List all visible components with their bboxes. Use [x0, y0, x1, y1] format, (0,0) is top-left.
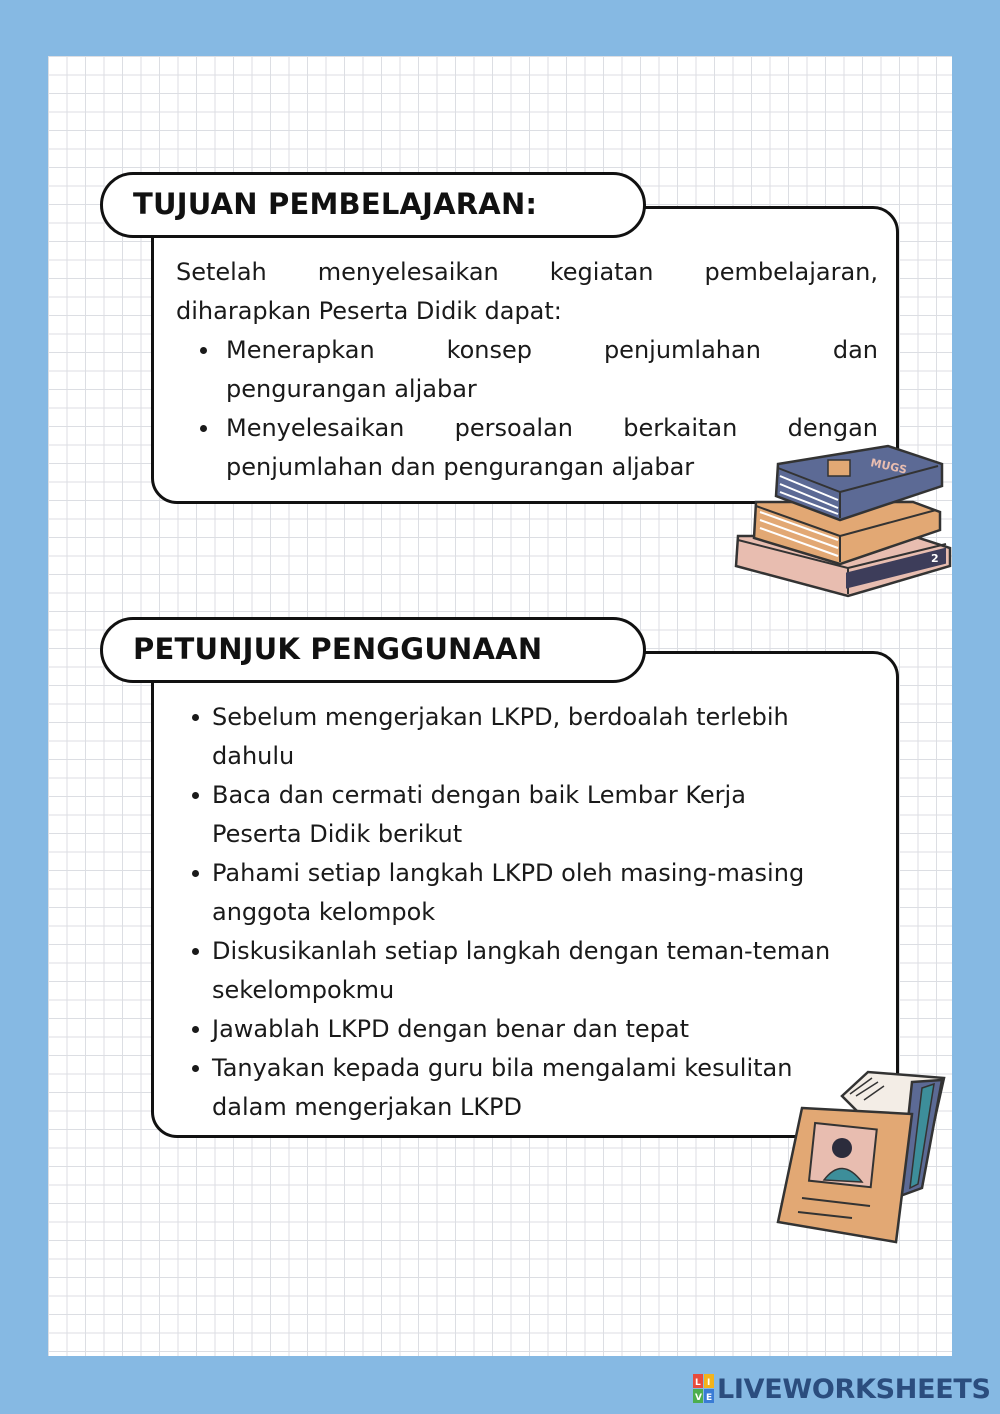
- liveworksheets-logo-icon: [693, 1374, 715, 1404]
- list-item-line1: Pahami setiap langkah LKPD oleh masing-masing: [212, 859, 805, 887]
- watermark-text: LIVEWORKSHEETS: [717, 1373, 991, 1405]
- tujuan-intro-line2: diharapkan Peserta Didik dapat:: [176, 297, 562, 325]
- list-item-line1: Tanyakan kepada guru bila mengalami kesulitan: [212, 1054, 793, 1082]
- list-item: [162, 698, 882, 776]
- list-item-line2: penjumlahan dan pengurangan aljabar: [226, 453, 695, 481]
- list-item: [162, 932, 882, 1010]
- book-number: 2: [931, 552, 939, 565]
- book-label: MUGS: [869, 456, 909, 477]
- list-item-line1: Sebelum mengerjakan LKPD, berdoalah terlebih: [212, 703, 789, 731]
- list-item-line2: dalam mengerjakan LKPD: [212, 1093, 523, 1121]
- list-item: [162, 776, 882, 854]
- list-item-line2: sekelompokmu: [212, 976, 395, 1004]
- list-item-line1: Menerapkan konsep penjumlahan dan: [226, 336, 878, 364]
- list-item: [162, 854, 882, 932]
- list-item: [162, 1010, 882, 1049]
- logo-letter-l: L: [695, 1378, 701, 1388]
- tujuan-title: TUJUAN PEMBELAJARAN:: [100, 172, 646, 238]
- book-stack-icon: [728, 444, 954, 600]
- petunjuk-list: [162, 698, 882, 1127]
- list-item-line1: Jawablah LKPD dengan benar dan tepat: [212, 1015, 689, 1043]
- logo-letter-i: I: [707, 1378, 711, 1388]
- list-item-line1: Menyelesaikan persoalan berkaitan dengan: [226, 414, 878, 442]
- petunjuk-card: [151, 651, 899, 1138]
- open-book-icon: [772, 1068, 948, 1244]
- list-item-line2: pengurangan aljabar: [226, 375, 477, 403]
- list-item-line2: anggota kelompok: [212, 898, 436, 926]
- list-item-line2: Peserta Didik berikut: [212, 820, 463, 848]
- petunjuk-content: [162, 698, 882, 1127]
- liveworksheets-watermark: [693, 1372, 991, 1406]
- list-item-line1: Diskusikanlah setiap langkah dengan teman-teman: [212, 937, 831, 965]
- logo-letter-e: E: [706, 1393, 713, 1403]
- list-item-line1: Baca dan cermati dengan baik Lembar Kerja: [212, 781, 746, 809]
- petunjuk-title: PETUNJUK PENGGUNAAN: [100, 617, 646, 683]
- tujuan-intro-line1: Setelah menyelesaikan kegiatan pembelajaran,: [176, 258, 878, 286]
- list-item-line2: dahulu: [212, 742, 295, 770]
- logo-letter-v: V: [695, 1393, 702, 1403]
- list-item: [176, 331, 878, 409]
